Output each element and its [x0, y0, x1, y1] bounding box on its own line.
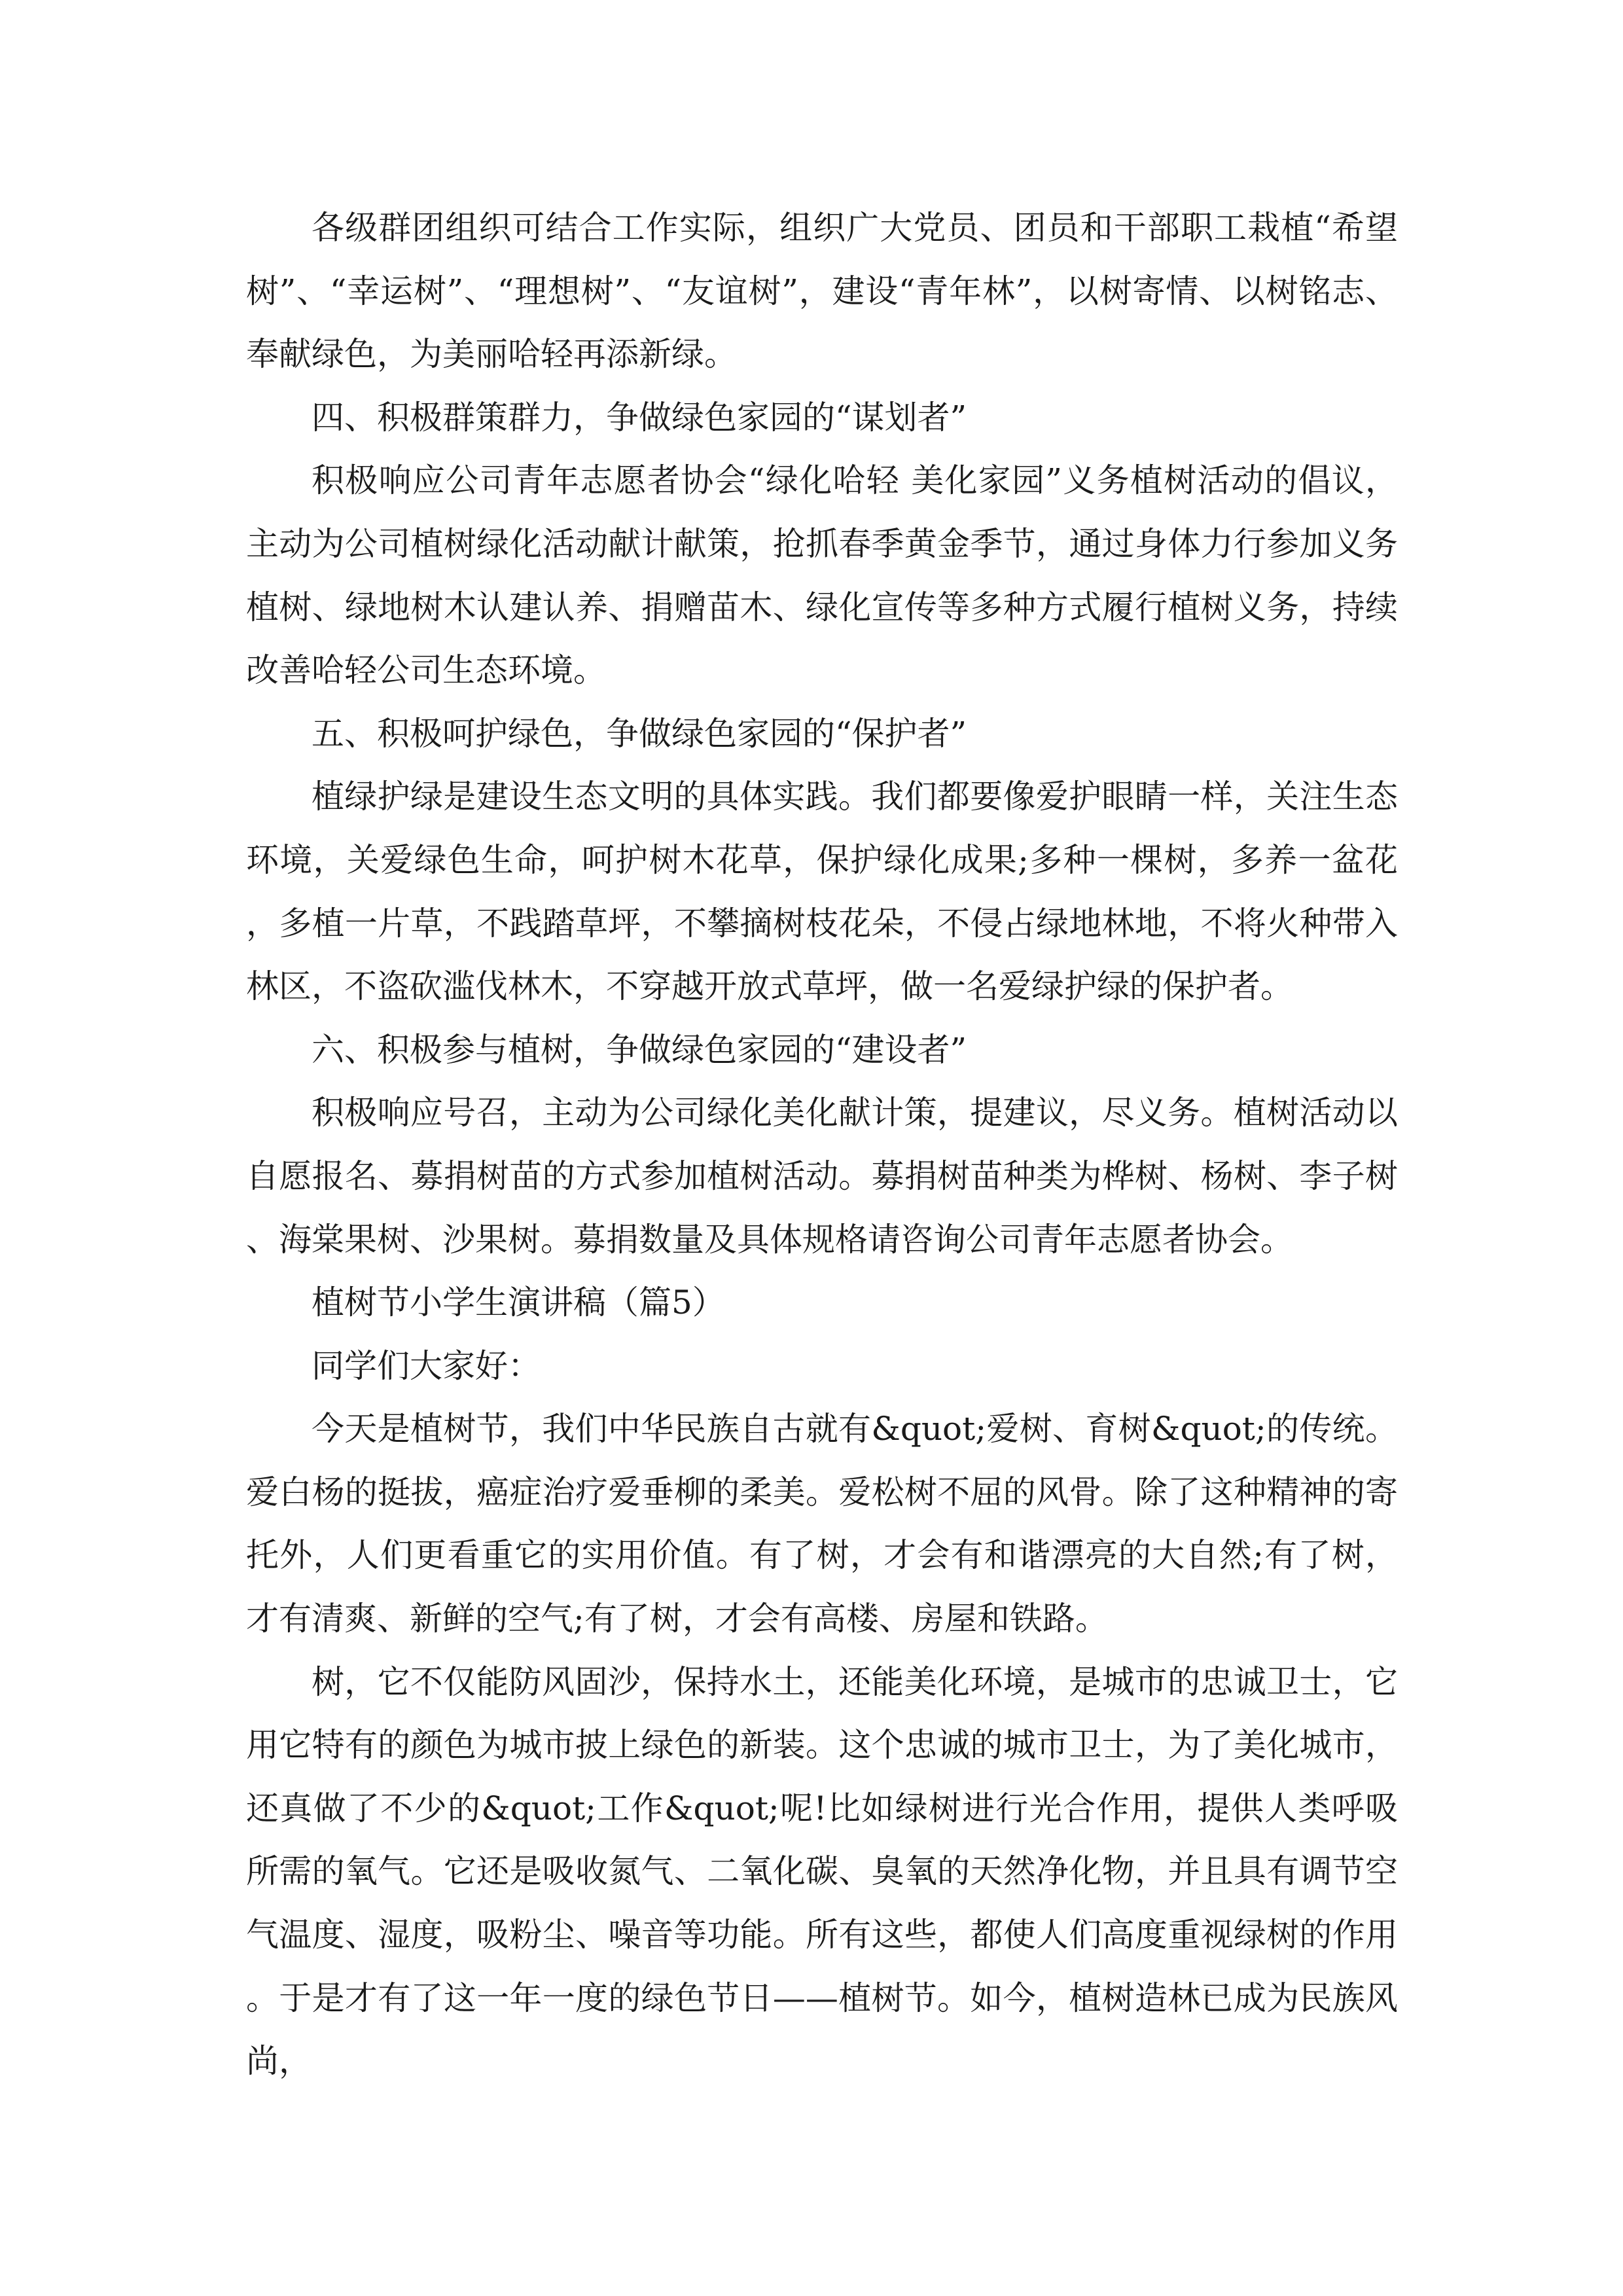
paragraph-groups-plant-trees: 各级群团组织可结合工作实际，组织广大党员、团员和干部职工栽植“希望树”、“幸运树”、“理想树”、“友谊树”，建设“青年林”，以树寄情、以树铭志、奉献绿色，为美丽哈轻再添新绿。: [246, 209, 1398, 374]
document-body: [246, 196, 1398, 2093]
heading-section-four: 四、积极群策群力，争做绿色家园的“谋划者”: [312, 398, 967, 437]
paragraph-participate-planting: 积极响应号召，主动为公司绿化美化献计策，提建议，尽义务。植树活动以自愿报名、募捐树苗的方式参加植树活动。募捐树苗种类为桦树、杨树、李子树、海棠果树、沙果树。募捐数量及具体规格请咨询公司青年志愿者协会。: [246, 1094, 1398, 1259]
paragraph-respond-initiative: 积极响应公司青年志愿者协会“绿化哈轻 美化家园”义务植树活动的倡议，主动为公司植树绿化活动献计献策，抢抓春季黄金季节，通过身体力行参加义务植树、绿地树木认建认养、捐赠苗木、绿化宣传等多种方式履行植树义务，持续改善哈轻公司生态环境。: [246, 461, 1398, 690]
paragraph-arbor-day-tradition: 今天是植树节，我们中华民族自古就有&quot;爱树、育树&quot;的传统。爱白杨的挺拔，癌症治疗爱垂柳的柔美。爱松树不屈的风骨。除了这种精神的寄托外，人们更看重它的实用价值。有了树，才会有和谐漂亮的大自然;有了树，才有清爽、新鲜的空气;有了树，才会有高楼、房屋和铁路。: [246, 1410, 1398, 1638]
speech-greeting: 同学们大家好：: [312, 1346, 541, 1385]
speech-title: 植树节小学生演讲稿（篇5）: [312, 1283, 725, 1322]
paragraph-tree-functions: 树，它不仅能防风固沙，保持水土，还能美化环境，是城市的忠诚卫士，它用它特有的颜色为城市披上绿色的新装。这个忠诚的城市卫士，为了美化城市，还真做了不少的&quot;工作&quot;呢!比如绿树进行光合作用，提供人类呼吸所需的氧气。它还是吸收氮气、二氧化碳、臭氧的天然净化物，并且具有调节空气温度、湿度，吸粉尘、噪音等功能。所有这些，都使人们高度重视绿树的作用。于是才有了这一年一度的绿色节日——植树节。如今，植树造林已成为民族风尚，: [246, 1662, 1398, 2081]
heading-section-five: 五、积极呵护绿色，争做绿色家园的“保护者”: [312, 714, 967, 753]
paragraph-protect-green: 植绿护绿是建设生态文明的具体实践。我们都要像爱护眼睛一样，关注生态环境，关爱绿色生命，呵护树木花草，保护绿化成果;多种一棵树，多养一盆花，多植一片草，不践踏草坪，不攀摘树枝花朵，不侵占绿地林地，不将火种带入林区，不盗砍滥伐林木，不穿越开放式草坪，做一名爱绿护绿的保护者。: [246, 778, 1398, 1006]
heading-section-six: 六、积极参与植树，争做绿色家园的“建设者”: [312, 1030, 967, 1069]
